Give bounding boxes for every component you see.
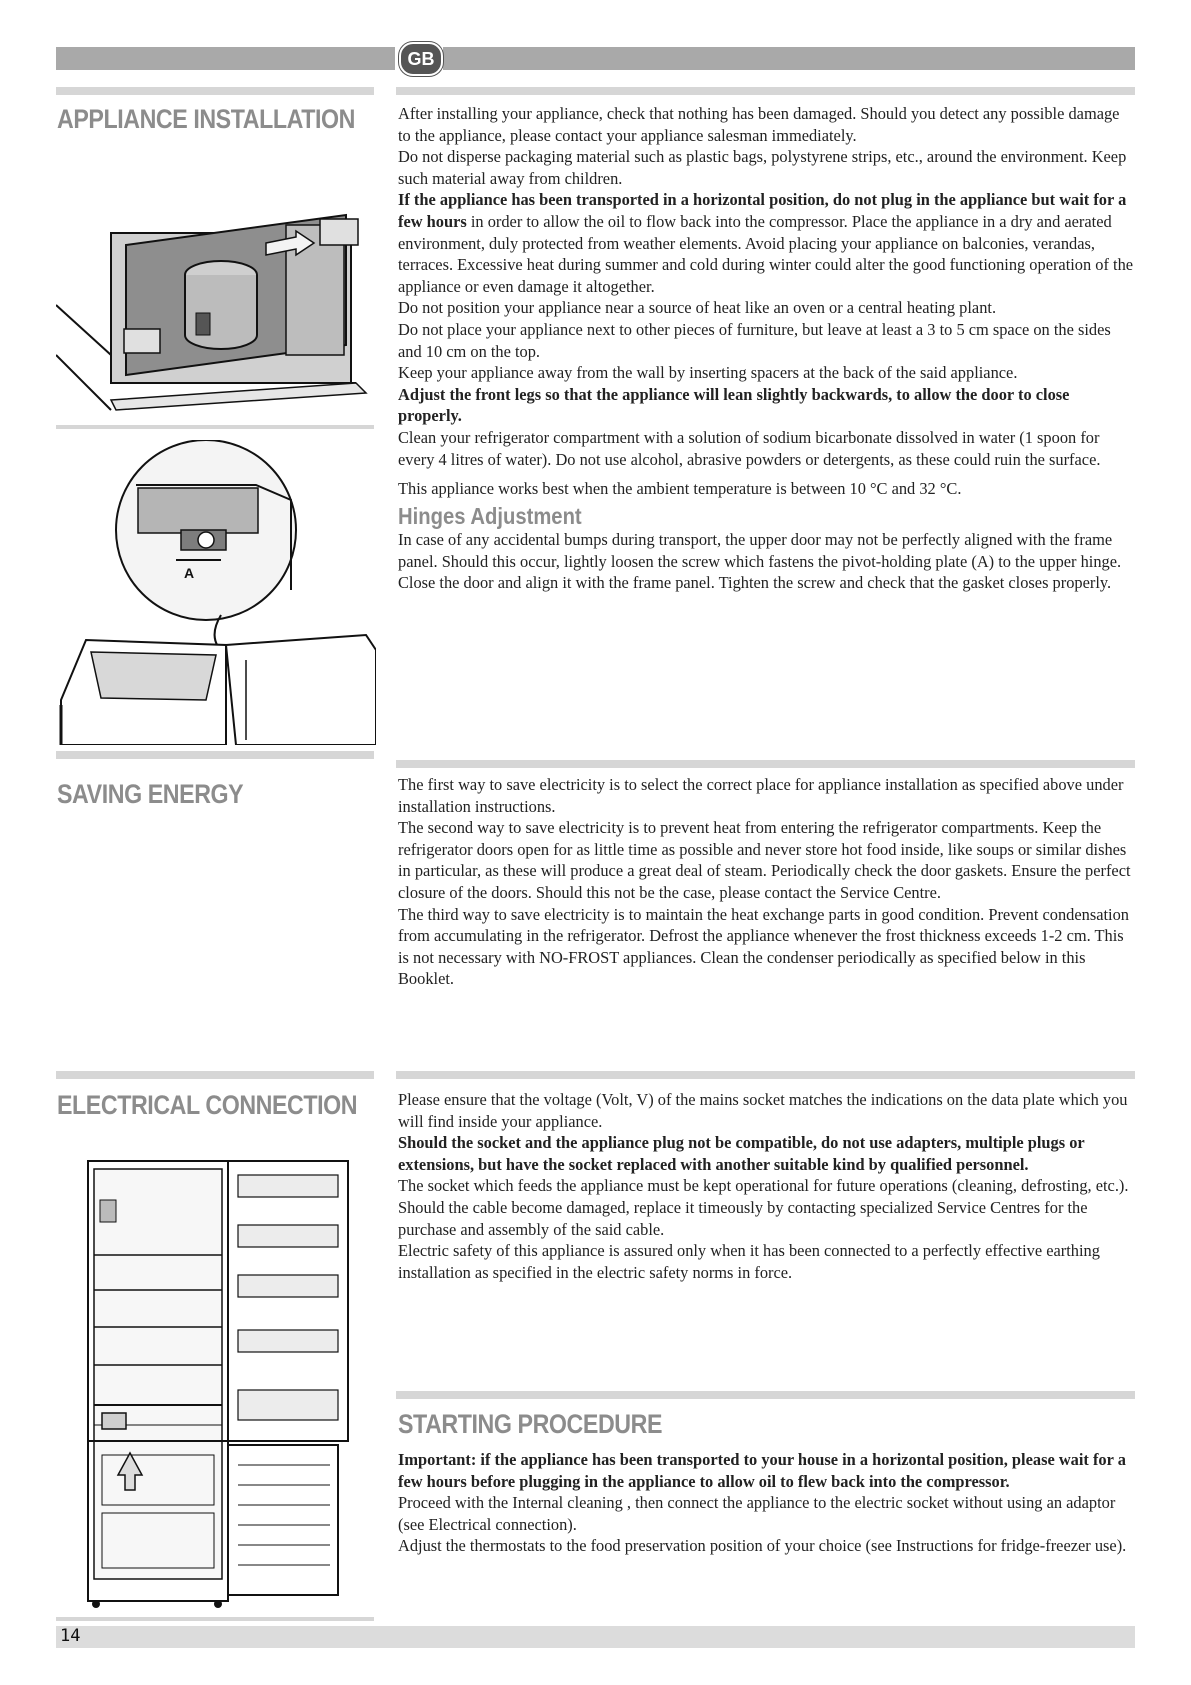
hinges-text: In case of any accidental bumps during transport, the upper door may not be perfectly aligned with the frame panel. Should this occur, lightly loosen the screw which fastens the pivot-holding plate (A) to the upper hinge. Close the door and align it with the frame panel. Tighten the screw and check that the gasket closes properly. bbox=[398, 530, 1122, 593]
header-bar-left bbox=[56, 47, 395, 70]
header-bar-right bbox=[443, 47, 1135, 70]
fridge-illustration bbox=[80, 1155, 370, 1610]
electrical-paragraph: Please ensure that the voltage (Volt, V) of the mains socket matches the indications on the data plate which you will find inside your appliance. bbox=[398, 1090, 1128, 1131]
transport-warning-continued: in order to allow the oil to flow back into the compressor. Place the appliance in a dry and aerated environment, duly protected from weather elements. Avoid placing your appliance on balconies, verandas, terraces. Excessive heat during summer and cold during winter could alter the good functioning operation of the appliance or even damage it altogether. bbox=[398, 211, 1134, 296]
saving-divider-left bbox=[56, 751, 374, 759]
hinge-label-a: A bbox=[184, 565, 195, 581]
installation-paragraph: Do not disperse packaging material such as plastic bags, polystyrene strips, etc., around the environment. Keep such material away from children. bbox=[398, 147, 1127, 188]
starting-text bbox=[398, 1449, 1134, 1557]
temperature-note: This appliance works best when the ambient temperature is between 10 °C and 32 °C. bbox=[398, 479, 962, 499]
saving-divider-right bbox=[396, 760, 1135, 768]
electrical-title: ELECTRICAL CONNECTION bbox=[57, 1090, 358, 1120]
legs-warning: Adjust the front legs so that the appliance will lean slightly backwards, to allow the door to close properly. bbox=[398, 384, 1070, 426]
saving-paragraph: The third way to save electricity is to maintain the heat exchange parts in good condition. Prevent condensation from accumulating in the refrigerator. Defrost the appliance whenever the frost thickness exceeds 1-2 cm. This is not necessary with NO-FROST appliances. Clean the condenser periodically as specified below in this Booklet. bbox=[398, 904, 1129, 989]
installation-title: APPLIANCE INSTALLATION bbox=[57, 104, 355, 134]
installation-divider-right bbox=[396, 87, 1135, 95]
installation-paragraph bbox=[398, 189, 1134, 297]
saving-title: SAVING ENERGY bbox=[57, 779, 244, 809]
installation-paragraph: After installing your appliance, check that nothing has been damaged. Should you detect any possible damage to the appliance, please contact your appliance salesman immediately. bbox=[398, 104, 1120, 145]
saving-paragraph: The first way to save electricity is to select the correct place for appliance installation as specified above under installation instructions. bbox=[398, 775, 1124, 816]
electrical-paragraph: Should the cable become damaged, replace it timeously by contacting specialized Service Centres for the purchase and assembly of the said cable. bbox=[398, 1197, 1088, 1239]
installation-paragraph: Keep your appliance away from the wall by inserting spacers at the back of the said appliance. bbox=[398, 363, 1018, 383]
saving-text bbox=[398, 774, 1134, 990]
electrical-paragraph: The socket which feeds the appliance must be kept operational for future operations (cleaning, defrosting, etc.). bbox=[398, 1176, 1129, 1196]
hinges-title: Hinges Adjustment bbox=[398, 502, 582, 529]
starting-paragraph: Adjust the thermostats to the food preservation position of your choice (see Instructions for fridge-freezer use). bbox=[398, 1536, 1127, 1556]
footer-bar bbox=[56, 1626, 1135, 1648]
starting-divider bbox=[396, 1391, 1135, 1399]
transport-warning: If the appliance has been transported in a horizontal position, do not plug in the appliance but wait for a few hours bbox=[398, 190, 1127, 231]
installation-divider-left bbox=[56, 87, 374, 95]
page-number: 14 bbox=[60, 1626, 81, 1646]
installation-paragraph: Do not place your appliance next to other pieces of furniture, but leave at least a 3 to 5 cm space on the sides and 10 cm on the top. bbox=[398, 319, 1111, 361]
starting-title: STARTING PROCEDURE bbox=[398, 1409, 663, 1439]
hinge-illustration bbox=[56, 440, 376, 745]
electrical-text bbox=[398, 1089, 1134, 1283]
compressor-illustration bbox=[56, 205, 376, 415]
socket-warning: Should the socket and the appliance plug not be compatible, do not use adapters, multiple plugs or extensions, but have the socket replaced with another suitable kind by qualified personnel. bbox=[398, 1133, 1085, 1174]
electrical-paragraph: Electric safety of this appliance is assured only when it has been connected to a perfectly effective earthing installation as specified in the electric safety norms in force. bbox=[398, 1241, 1100, 1282]
illustration-divider bbox=[56, 425, 374, 429]
electrical-divider-left bbox=[56, 1071, 374, 1079]
installation-text bbox=[398, 103, 1134, 594]
installation-paragraph: Do not position your appliance near a source of heat like an oven or a central heating plant. bbox=[398, 298, 997, 318]
starting-warning: Important: if the appliance has been transported to your house in a horizontal position, please wait for a few hours before plugging in the appliance to allow oil to flew back into the compressor. bbox=[398, 1450, 1126, 1491]
electrical-divider-right bbox=[396, 1071, 1135, 1079]
footer-divider bbox=[56, 1617, 374, 1621]
saving-paragraph: The second way to save electricity is to prevent heat from entering the refrigerator compartments. Keep the refrigerator doors open for as little time as possible and never store hot food inside, like soups or similar dishes in particular, as these will produce a great deal of steam. Periodically check the door gaskets. Ensure the perfect closure of the doors. Should this not be the case, please contact the Service Centre. bbox=[398, 818, 1131, 902]
installation-paragraph: Clean your refrigerator compartment with a solution of sodium bicarbonate dissolved in water (1 spoon for every 4 litres of water). Do not use alcohol, abrasive powders or detergents, as these could ruin the surface. bbox=[398, 427, 1101, 469]
language-badge: GB bbox=[399, 42, 443, 76]
starting-paragraph: Proceed with the Internal cleaning , then connect the appliance to the electric socket without using an adaptor (see Electrical connection). bbox=[398, 1493, 1116, 1534]
